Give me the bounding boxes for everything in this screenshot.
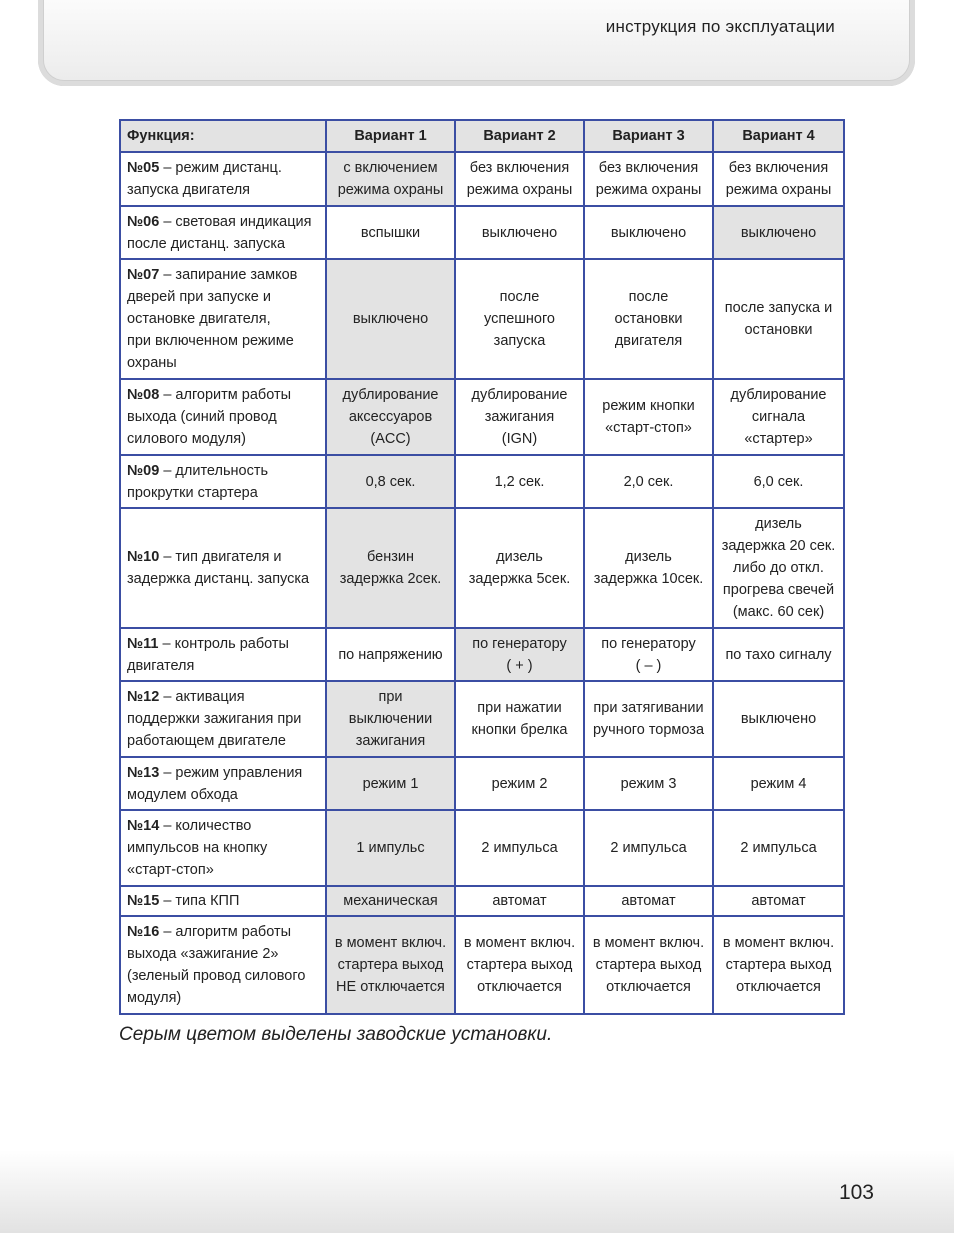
value-cell bbox=[584, 508, 713, 628]
value-text: без включения режима охраны bbox=[725, 160, 832, 198]
value-cell-default bbox=[713, 206, 844, 259]
function-text bbox=[127, 636, 289, 674]
value-cell bbox=[455, 810, 584, 886]
function-code: №14 bbox=[127, 818, 160, 834]
value-text: дублирование сигнала «стартер» bbox=[730, 387, 827, 447]
value-cell-default bbox=[326, 916, 455, 1014]
value-cell bbox=[455, 916, 584, 1014]
table-row bbox=[120, 508, 844, 628]
value-cell bbox=[584, 259, 713, 379]
value-cell bbox=[455, 206, 584, 259]
value-text: в момент включ. стартера выход НЕ отключается bbox=[334, 935, 447, 995]
value-text: автомат bbox=[492, 893, 547, 909]
value-text: по генератору ( + ) bbox=[472, 635, 567, 674]
table-row bbox=[120, 916, 844, 1014]
value-text: без включения режима охраны bbox=[595, 160, 702, 198]
function-cell bbox=[120, 810, 326, 886]
value-cell bbox=[713, 152, 844, 206]
function-cell bbox=[120, 757, 326, 810]
value-text: дизель задержка 10сек. bbox=[593, 549, 704, 587]
value-text: при затягивании ручного тормоза bbox=[592, 700, 705, 738]
function-cell bbox=[120, 886, 326, 916]
value-text: в момент включ. стартера выход отключается bbox=[463, 935, 576, 995]
value-cell bbox=[326, 628, 455, 681]
table-row bbox=[120, 455, 844, 508]
value-text: 2,0 сек. bbox=[623, 473, 674, 490]
value-cell bbox=[584, 757, 713, 810]
function-code: №08 bbox=[127, 387, 160, 403]
function-code: №05 bbox=[127, 160, 160, 176]
function-cell bbox=[120, 628, 326, 681]
value-text: режим 4 bbox=[750, 775, 807, 792]
value-cell bbox=[713, 810, 844, 886]
value-cell-default bbox=[326, 259, 455, 379]
table-row bbox=[120, 810, 844, 886]
value-text: выключено bbox=[740, 224, 817, 241]
value-cell-default bbox=[326, 152, 455, 206]
table-row bbox=[120, 757, 844, 810]
value-text: режим 2 bbox=[491, 775, 548, 792]
value-text: 2 импульса bbox=[481, 840, 558, 856]
value-text: дублирование зажигания (IGN) bbox=[471, 387, 568, 447]
value-text: дублирование аксессуаров (ACC) bbox=[342, 387, 439, 447]
footnote: Серым цветом выделены заводские установки. bbox=[119, 1024, 553, 1045]
function-description: – активация поддержки зажигания при работающем двигателе bbox=[127, 689, 302, 749]
value-cell bbox=[584, 886, 713, 916]
function-text bbox=[127, 818, 267, 878]
value-cell bbox=[713, 628, 844, 681]
value-cell bbox=[455, 508, 584, 628]
value-text: при выключении зажигания bbox=[348, 689, 433, 749]
value-cell bbox=[584, 810, 713, 886]
value-text: режим 1 bbox=[362, 775, 419, 792]
value-cell bbox=[455, 152, 584, 206]
value-text: с включением режима охраны bbox=[337, 160, 444, 198]
function-description: – алгоритм работы выхода «зажигание 2» (зеленый провод силового модуля) bbox=[127, 924, 306, 1006]
function-code: №06 bbox=[127, 213, 160, 230]
header-function: Функция: bbox=[120, 120, 326, 152]
value-text: режим 3 bbox=[620, 775, 677, 792]
function-code: №07 bbox=[127, 267, 160, 283]
function-text bbox=[127, 160, 282, 198]
function-description: – алгоритм работы выхода (синий провод силового модуля) bbox=[127, 387, 292, 447]
header-title: инструкция по эксплуатации bbox=[605, 17, 835, 36]
header-variant-2: Вариант 2 bbox=[455, 120, 584, 152]
value-text: выключено bbox=[481, 224, 558, 241]
value-text: 2 импульса bbox=[740, 840, 817, 856]
function-description: – количество импульсов на кнопку «старт-стоп» bbox=[127, 818, 268, 878]
value-cell bbox=[584, 152, 713, 206]
function-cell bbox=[120, 916, 326, 1014]
table-row bbox=[120, 628, 844, 681]
function-cell bbox=[120, 206, 326, 259]
value-cell bbox=[455, 259, 584, 379]
function-cell bbox=[120, 508, 326, 628]
function-cell bbox=[120, 681, 326, 757]
table-header-row bbox=[120, 120, 844, 152]
value-cell bbox=[713, 681, 844, 757]
value-cell bbox=[584, 206, 713, 259]
value-text: в момент включ. стартера выход отключается bbox=[722, 935, 835, 995]
value-text: вспышки bbox=[360, 224, 421, 241]
function-code: №10 bbox=[127, 549, 160, 565]
value-text: режим кнопки «старт-стоп» bbox=[602, 398, 695, 436]
value-cell-default bbox=[326, 379, 455, 455]
function-text bbox=[127, 893, 239, 909]
value-cell bbox=[713, 757, 844, 810]
function-text bbox=[127, 924, 305, 1006]
function-cell bbox=[120, 259, 326, 379]
table-row bbox=[120, 886, 844, 916]
value-cell-default bbox=[326, 508, 455, 628]
function-description: – тип двигателя и задержка дистанц. запуска bbox=[127, 549, 310, 587]
value-cell-default bbox=[326, 886, 455, 916]
value-text: в момент включ. стартера выход отключается bbox=[592, 935, 705, 995]
value-text: 6,0 сек. bbox=[753, 473, 804, 490]
value-cell bbox=[713, 455, 844, 508]
value-text: после успешного запуска bbox=[484, 289, 555, 349]
function-description: – типа КПП bbox=[159, 893, 240, 909]
value-text: 1,2 сек. bbox=[494, 473, 545, 490]
value-text: бензин задержка 2сек. bbox=[339, 549, 442, 587]
value-text: дизель задержка 5сек. bbox=[468, 549, 571, 587]
value-text: 2 импульса bbox=[610, 840, 687, 856]
table-row bbox=[120, 152, 844, 206]
table-row bbox=[120, 681, 844, 757]
value-cell-default bbox=[326, 757, 455, 810]
function-text bbox=[127, 267, 297, 371]
value-cell-default bbox=[455, 628, 584, 681]
header-band bbox=[38, 0, 915, 86]
function-text bbox=[127, 689, 301, 749]
value-cell bbox=[455, 455, 584, 508]
function-description: – режим управления модулем обхода bbox=[127, 764, 303, 803]
header-variant-1: Вариант 1 bbox=[326, 120, 455, 152]
function-code: №16 bbox=[127, 924, 160, 940]
function-text bbox=[127, 387, 291, 447]
value-text: 0,8 сек. bbox=[365, 473, 416, 490]
value-cell bbox=[584, 379, 713, 455]
value-cell bbox=[584, 628, 713, 681]
value-text: после запуска и остановки bbox=[724, 300, 833, 338]
function-code: №11 bbox=[127, 635, 159, 652]
table-row bbox=[120, 206, 844, 259]
value-cell bbox=[584, 681, 713, 757]
value-text: дизель задержка 20 сек. либо до откл. прогрева свечей (макс. 60 сек) bbox=[721, 516, 836, 620]
value-cell bbox=[455, 681, 584, 757]
value-cell bbox=[584, 916, 713, 1014]
footer-band bbox=[0, 1150, 954, 1233]
value-cell bbox=[455, 379, 584, 455]
value-text: по генератору ( – ) bbox=[601, 635, 696, 674]
value-cell bbox=[584, 455, 713, 508]
value-text: по напряжению bbox=[338, 646, 443, 663]
value-text: 1 импульс bbox=[356, 840, 425, 856]
function-cell bbox=[120, 455, 326, 508]
value-cell bbox=[713, 916, 844, 1014]
function-code: №13 bbox=[127, 764, 160, 781]
function-text bbox=[127, 549, 309, 587]
value-text: выключено bbox=[352, 311, 429, 327]
value-text: выключено bbox=[610, 224, 687, 241]
function-description: – запирание замков дверей при запуске и остановке двигателя, при включенном режиме охраны bbox=[127, 267, 298, 371]
function-text bbox=[127, 765, 302, 803]
value-text: при нажатии кнопки брелка bbox=[471, 700, 568, 738]
table-row bbox=[120, 379, 844, 455]
page-number: 103 bbox=[838, 1181, 874, 1204]
value-text: без включения режима охраны bbox=[466, 160, 573, 198]
function-description: – длительность прокрутки стартера bbox=[127, 462, 269, 501]
value-text: автомат bbox=[751, 893, 806, 909]
value-cell bbox=[455, 886, 584, 916]
value-cell-default bbox=[326, 681, 455, 757]
value-cell-default bbox=[326, 810, 455, 886]
function-text bbox=[127, 463, 268, 501]
function-cell bbox=[120, 152, 326, 206]
function-code: №15 bbox=[127, 893, 160, 909]
value-text: выключено bbox=[740, 711, 817, 727]
header-band-inner bbox=[44, 0, 909, 80]
value-text: автомат bbox=[621, 893, 676, 909]
function-cell bbox=[120, 379, 326, 455]
value-text: после остановки двигателя bbox=[614, 289, 683, 349]
table-body bbox=[120, 152, 844, 1014]
value-cell bbox=[713, 379, 844, 455]
value-text: по тахо сигналу bbox=[725, 646, 832, 663]
value-cell bbox=[455, 757, 584, 810]
value-cell bbox=[713, 259, 844, 379]
header-variant-4: Вариант 4 bbox=[713, 120, 844, 152]
function-description: – режим дистанц. запуска двигателя bbox=[127, 160, 282, 198]
value-cell bbox=[326, 206, 455, 259]
value-cell bbox=[713, 886, 844, 916]
value-cell-default bbox=[326, 455, 455, 508]
value-cell bbox=[713, 508, 844, 628]
function-code: №09 bbox=[127, 462, 160, 479]
value-text: механическая bbox=[343, 893, 438, 909]
function-code: №12 bbox=[127, 689, 160, 705]
function-description: – контроль работы двигателя bbox=[127, 635, 289, 674]
function-text bbox=[127, 214, 311, 252]
settings-table bbox=[119, 119, 845, 1015]
table-row bbox=[120, 259, 844, 379]
function-description: – световая индикация после дистанц. запуска bbox=[127, 213, 312, 252]
header-variant-3: Вариант 3 bbox=[584, 120, 713, 152]
